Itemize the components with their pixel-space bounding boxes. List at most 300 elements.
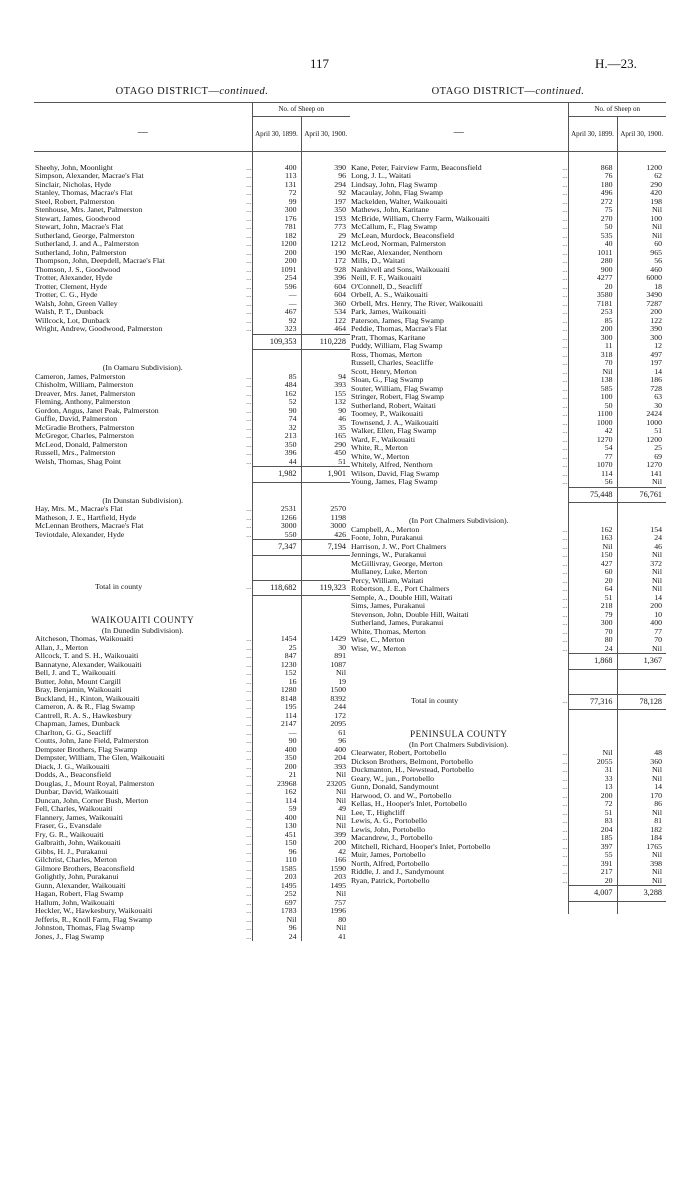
owner-name: Robertson, J. E., Port Chalmers (351, 585, 450, 593)
owner-name: Jefferis, R., Knoll Farm, Flag Swamp (35, 915, 153, 924)
owner-name-cell (34, 522, 252, 531)
owner-name-wrap (35, 308, 252, 317)
owner-name: North, Alfred, Portobello (351, 859, 430, 868)
leader-dots: ... (246, 728, 252, 737)
sheep-1899-cell: 59 (252, 805, 301, 814)
county-total-label (350, 694, 568, 710)
owner-name-wrap (35, 398, 252, 407)
owner-name-cell (34, 839, 252, 848)
owner-name-wrap (35, 678, 252, 687)
sheep-1899-cell: 596 (252, 283, 301, 292)
spacer-cell (617, 901, 666, 914)
sheep-1900-cell: 294 (301, 181, 350, 190)
owner-name-wrap (351, 568, 568, 577)
owner-name-cell (34, 890, 252, 899)
owner-name-wrap (35, 703, 252, 712)
owner-name-wrap (351, 800, 568, 809)
sheep-1900-cell: 450 (301, 449, 350, 458)
table-row (34, 763, 350, 772)
sheep-1900-cell: Nil (617, 766, 666, 775)
sheep-1899-cell: 162 (568, 526, 617, 535)
owner-name-cell (34, 763, 252, 772)
owner-name-wrap (35, 686, 252, 695)
owner-name: Pratt, Thomas, Karitane (351, 333, 426, 342)
leader-dots: ... (562, 333, 568, 342)
owner-name: Stewart, John, Macrae's Flat (35, 223, 124, 231)
owner-name-wrap (35, 266, 252, 275)
owner-name: Guffie, David, Palmerston (35, 415, 118, 423)
sheep-1899-cell: 33 (568, 775, 617, 784)
sheep-1899-cell: 847 (252, 652, 301, 661)
sheep-1899-cell: 50 (568, 402, 617, 411)
owner-name: McLeod, Donald, Palmerston (35, 440, 128, 449)
owner-name-cell (34, 266, 252, 275)
table-row (34, 441, 350, 450)
owner-name: Percy, William, Waitati (351, 576, 424, 585)
subdivision-name: (In Dunstan Subdivision). (102, 495, 184, 505)
owner-name-cell (350, 172, 568, 181)
sheep-1900-cell: Nil (617, 775, 666, 784)
right-title-main: OTAGO DISTRICT— (431, 86, 536, 97)
spacer-row (350, 151, 666, 164)
owner-name: Golightly, John, Purakanui (35, 873, 119, 881)
owner-name: Orbell, A. S., Waikouaiti (351, 291, 428, 299)
sheep-1900-cell: 197 (617, 359, 666, 368)
sheep-1900-cell: 400 (617, 619, 666, 628)
leader-dots: ... (562, 427, 568, 435)
owner-name: Macandrew, J., Portobello (351, 834, 433, 842)
owner-name-cell (34, 432, 252, 441)
table-row (350, 402, 666, 411)
leader-dots: ... (562, 180, 568, 189)
table-row (350, 585, 666, 594)
table-row (350, 611, 666, 620)
owner-name: Dodds, A., Beaconsfield (35, 771, 112, 779)
owner-name: Mullaney, Luke, Merton (351, 568, 428, 576)
owner-name-cell (34, 933, 252, 942)
leader-dots: ... (246, 432, 252, 440)
sheep-1900-cell: 90 (301, 407, 350, 416)
owner-name-cell (350, 577, 568, 586)
owner-name-wrap (351, 619, 568, 628)
sheep-1899-cell: 253 (568, 308, 617, 317)
sheep-1899-cell: 77 (568, 453, 617, 462)
header-sheep-label: No. of Sheep on (568, 103, 666, 117)
sheep-1899-cell: 100 (568, 393, 617, 402)
owner-name-wrap (351, 817, 568, 826)
spacer-cell (34, 350, 252, 363)
spacer-cell (350, 710, 568, 731)
sheep-1899-cell: 11 (568, 342, 617, 351)
sheep-1899-cell: 150 (252, 839, 301, 848)
owner-name-cell (34, 505, 252, 514)
owner-name: Heckler, W., Hawkesbury, Waikouaiti (35, 907, 153, 915)
table-row (350, 325, 666, 334)
sheep-1900-cell: 190 (301, 249, 350, 258)
owner-name-wrap (35, 882, 252, 891)
sheep-1900-cell: 534 (301, 308, 350, 317)
owner-name-wrap (35, 240, 252, 249)
sheep-1899-cell: 31 (568, 766, 617, 775)
table-row (350, 444, 666, 453)
table-row (350, 393, 666, 402)
owner-name: Cantrell, R. A. S., Hawkesbury (35, 711, 132, 720)
owner-name-wrap (35, 172, 252, 181)
sheep-1900-cell: 300 (617, 334, 666, 343)
owner-name-wrap (351, 551, 568, 560)
owner-name-wrap (35, 514, 252, 523)
leader-dots: ... (246, 257, 252, 265)
owner-name-wrap (351, 181, 568, 190)
owner-name: Johnston, Thomas, Flag Swamp (35, 924, 135, 932)
owner-name-cell (34, 771, 252, 780)
leader-dots: ... (246, 316, 252, 325)
owner-name-wrap (35, 695, 252, 704)
sheep-1899-cell: 496 (568, 189, 617, 198)
sheep-1899-cell: 70 (568, 359, 617, 368)
owner-name: Willcock, Lot, Dunback (35, 316, 111, 325)
table-row (34, 737, 350, 746)
owner-name: Flannery, James, Waikouaiti (35, 813, 123, 822)
table-row (350, 181, 666, 190)
blank-cell (617, 739, 666, 750)
county-name: PENINSULA COUNTY (410, 730, 508, 739)
owner-name-cell (34, 300, 252, 309)
subdivision-name: (In Dunedin Subdivision). (101, 625, 184, 635)
owner-name-cell (34, 873, 252, 882)
owner-name: Trotter, Clement, Hyde (35, 282, 108, 291)
owner-name: Stenhouse, Mrs. Janet, Palmerston (35, 206, 143, 214)
left-column (34, 86, 350, 941)
leader-dots: ... (246, 771, 252, 779)
owner-name-wrap (351, 792, 568, 801)
table-row (350, 478, 666, 487)
sheep-1900-cell: Nil (617, 478, 666, 487)
owner-name: Kellas, H., Hooper's Inlet, Portobello (351, 800, 467, 808)
page-code: H.—23. (595, 56, 637, 71)
spacer-cell (34, 555, 252, 568)
sheep-1900-cell: 56 (617, 257, 666, 266)
county-total-wrap (351, 697, 568, 706)
blank-cell (617, 515, 666, 526)
table-row (34, 325, 350, 334)
owner-name-wrap (35, 164, 252, 173)
sheep-1900-cell: 200 (617, 308, 666, 317)
right-title-continued: continued. (535, 86, 585, 97)
spacer-cell (301, 350, 350, 363)
owner-name-cell (34, 678, 252, 687)
sheep-1899-cell: 114 (252, 712, 301, 721)
left-sheep-table (34, 102, 350, 941)
owner-name-wrap (35, 907, 252, 916)
owner-name: Bannatyne, Alexander, Waikouaiti (35, 660, 142, 669)
table-row (350, 636, 666, 645)
table-row (350, 223, 666, 232)
owner-name: McCallum, F., Flag Swamp (351, 223, 438, 231)
owner-name-cell (350, 526, 568, 535)
sheep-1900-cell: 400 (301, 746, 350, 755)
subtotal-row (350, 886, 666, 902)
owner-name-cell (350, 877, 568, 886)
owner-name-cell (34, 181, 252, 190)
table-row (34, 899, 350, 908)
table-row (350, 368, 666, 377)
table-row (34, 223, 350, 232)
owner-name-wrap (35, 856, 252, 865)
sheep-1900-cell: 122 (617, 317, 666, 326)
table-row (350, 240, 666, 249)
sheep-1899-cell: 350 (252, 441, 301, 450)
owner-name-wrap (35, 441, 252, 450)
table-row (34, 198, 350, 207)
owner-name: Sutherland, J. and A., Palmerston (35, 240, 139, 248)
owner-name-wrap (35, 257, 252, 266)
table-row (350, 215, 666, 224)
owner-name-cell (350, 232, 568, 241)
owner-name: Charlton, G. G., Seacliff (35, 728, 112, 737)
owner-name-cell (350, 800, 568, 809)
table-row (34, 181, 350, 190)
sheep-1899-cell: 203 (252, 873, 301, 882)
owner-name-cell (350, 342, 568, 351)
table-row (350, 164, 666, 173)
owner-name-cell (350, 249, 568, 258)
leader-dots: ... (246, 214, 252, 223)
owner-name-wrap (35, 729, 252, 738)
owner-name-wrap (351, 283, 568, 292)
owner-name: Coutts, John, Jane Field, Palmerston (35, 737, 149, 745)
table-row (350, 645, 666, 654)
sheep-1899-cell: 85 (568, 317, 617, 326)
sheep-1900-cell: 18 (617, 283, 666, 292)
owner-name-cell (34, 703, 252, 712)
table-row (34, 661, 350, 670)
owner-name-wrap (35, 754, 252, 763)
sheep-1900-cell: 360 (301, 300, 350, 309)
sheep-1899-cell: 2055 (568, 758, 617, 767)
leader-dots: ... (562, 859, 568, 868)
page-number: 117 (310, 56, 330, 71)
subtotal-label (350, 487, 568, 503)
sheep-1899-cell: 467 (252, 308, 301, 317)
subtotal-1899: 1,982 (252, 467, 301, 483)
owner-name-cell (34, 754, 252, 763)
owner-name-wrap (35, 720, 252, 729)
table-row (350, 766, 666, 775)
owner-name: Wise, C., Merton (351, 636, 405, 644)
owner-name-wrap (351, 461, 568, 470)
sheep-1899-cell: 400 (252, 164, 301, 173)
sheep-1899-cell: 900 (568, 266, 617, 275)
owner-name: Sheehy, John, Moonlight (35, 163, 113, 172)
sheep-1900-cell: 420 (617, 189, 666, 198)
sheep-1899-cell: 16 (252, 678, 301, 687)
leader-dots: ... (246, 381, 252, 389)
owner-name: Puddy, William, Flag Swamp (351, 342, 443, 350)
table-row (34, 172, 350, 181)
county-total-1899: 77,316 (568, 694, 617, 710)
subtotal-row (34, 467, 350, 483)
table-row (34, 848, 350, 857)
sheep-1900-cell: 8392 (301, 695, 350, 704)
owner-name-wrap (35, 432, 252, 441)
sheep-1900-cell: 1200 (617, 164, 666, 173)
table-row (34, 308, 350, 317)
leader-dots: ... (562, 316, 568, 325)
owner-name: McBride, William, Cherry Farm, Waikouaiti (351, 214, 490, 223)
owner-name-wrap (35, 780, 252, 789)
leader-dots: ... (246, 282, 252, 291)
leader-dots: ... (562, 868, 568, 876)
leader-dots: ... (246, 839, 252, 847)
owner-name: Ryan, Patrick, Portobello (351, 876, 430, 885)
owner-name-wrap (35, 531, 252, 540)
sheep-1900-cell: 96 (301, 737, 350, 746)
subtotal-1899: 1,868 (568, 654, 617, 670)
owner-name: Duncan, John, Corner Bush, Merton (35, 796, 149, 805)
owner-name: Trotter, C. G., Hyde (35, 291, 98, 299)
owner-name-wrap (351, 402, 568, 411)
sheep-1900-cell: 141 (617, 470, 666, 479)
owner-name-cell (34, 848, 252, 857)
owner-name-wrap (35, 822, 252, 831)
sheep-1900-cell: 122 (301, 317, 350, 326)
owner-name-cell (350, 368, 568, 377)
sheep-1900-cell: 46 (617, 543, 666, 552)
owner-name-wrap (351, 543, 568, 552)
blank-cell (301, 625, 350, 636)
sheep-1899-cell: 20 (568, 283, 617, 292)
owner-name-cell (350, 223, 568, 232)
spacer-cell (568, 682, 617, 695)
sheep-1900-cell: 460 (617, 266, 666, 275)
sheep-1900-cell: 1198 (301, 514, 350, 523)
owner-name-cell (34, 206, 252, 215)
leader-dots: ... (246, 583, 252, 591)
spacer-cell (350, 503, 568, 516)
sheep-1899-cell: 550 (252, 531, 301, 540)
sheep-1900-cell: 51 (617, 427, 666, 436)
header-row-dates (34, 116, 350, 151)
leader-dots: ... (246, 172, 252, 180)
sheep-1900-cell: 728 (617, 385, 666, 394)
spacer-row (350, 710, 666, 731)
leader-dots: ... (562, 842, 568, 851)
sheep-1900-cell: 360 (617, 758, 666, 767)
owner-name: Harrison, J. W., Port Chalmers (351, 542, 447, 551)
leader-dots: ... (246, 372, 252, 381)
subtotal-1899: 75,448 (568, 487, 617, 503)
owner-name: White, Thomas, Merton (351, 627, 426, 636)
owner-name-cell (350, 410, 568, 419)
table-row (350, 266, 666, 275)
sheep-1900-cell: 1270 (617, 461, 666, 470)
owner-name: Mackelden, Walter, Waikouaiti (351, 197, 448, 206)
spacer-cell (617, 710, 666, 731)
owner-name: Cameron, A. & R., Flag Swamp (35, 703, 135, 711)
leader-dots: ... (562, 299, 568, 308)
owner-name-cell (34, 291, 252, 300)
sheep-1899-cell: 79 (568, 611, 617, 620)
sheep-1899-cell: — (252, 291, 301, 300)
leader-dots: ... (562, 534, 568, 542)
leader-dots: ... (246, 231, 252, 240)
table-row (34, 703, 350, 712)
blank-cell (301, 495, 350, 506)
owner-name-wrap (351, 266, 568, 275)
owner-name-cell (350, 317, 568, 326)
sheep-1900-cell: 42 (301, 848, 350, 857)
owner-name: Jennings, W., Purakanui (351, 551, 427, 559)
sheep-1900-cell: 2424 (617, 410, 666, 419)
sheep-1900-cell: 30 (301, 644, 350, 653)
owner-name-cell (34, 398, 252, 407)
owner-name: Semple, A., Double Hill, Waitati (351, 593, 453, 602)
table-row (350, 334, 666, 343)
sheep-1899-cell: 400 (252, 746, 301, 755)
sheep-1900-cell: Nil (617, 645, 666, 654)
owner-name-wrap (351, 877, 568, 886)
owner-name-wrap (35, 407, 252, 416)
leader-dots: ... (562, 172, 568, 180)
blank-cell (568, 515, 617, 526)
owner-name-cell (34, 390, 252, 399)
owner-name-wrap (35, 449, 252, 458)
owner-name: McGillivray, George, Merton (351, 559, 443, 568)
sheep-1900-cell: 182 (617, 826, 666, 835)
owner-name-wrap (35, 635, 252, 644)
sheep-1899-cell: 60 (568, 568, 617, 577)
leader-dots: ... (562, 766, 568, 774)
owner-name-wrap (35, 839, 252, 848)
owner-name-wrap (35, 181, 252, 190)
blank-cell (301, 616, 350, 625)
sheep-1900-cell: 92 (301, 189, 350, 198)
owner-name-wrap (35, 381, 252, 390)
leader-dots: ... (562, 834, 568, 842)
leader-dots: ... (246, 652, 252, 660)
sheep-1900-cell: 166 (301, 856, 350, 865)
sheep-1900-cell: 172 (301, 257, 350, 266)
owner-name: Stewart, James, Goodwood (35, 214, 121, 223)
table-row (34, 916, 350, 925)
owner-name: Hallum, John, Waikouaiti (35, 898, 115, 907)
owner-name-wrap (351, 628, 568, 637)
table-row (350, 257, 666, 266)
owner-name-wrap (35, 215, 252, 224)
leader-dots: ... (562, 274, 568, 282)
sheep-1900-cell: 399 (301, 831, 350, 840)
owner-name: Dunbar, David, Waikouaiti (35, 788, 119, 796)
sheep-1900-cell: Nil (617, 232, 666, 241)
owner-name-cell (350, 551, 568, 560)
leader-dots: ... (562, 461, 568, 469)
owner-name-wrap (351, 317, 568, 326)
owner-name-wrap (35, 746, 252, 755)
sheep-1900-cell: 86 (617, 800, 666, 809)
table-row (34, 678, 350, 687)
owner-name: Dempster Brothers, Flag Swamp (35, 745, 138, 754)
owner-name-wrap (351, 215, 568, 224)
sheep-1900-cell: 49 (301, 805, 350, 814)
table-row (34, 317, 350, 326)
owner-name-wrap (351, 577, 568, 586)
leader-dots: ... (246, 415, 252, 423)
leader-dots: ... (246, 907, 252, 915)
spacer-cell (617, 682, 666, 695)
leader-dots: ... (246, 635, 252, 643)
owner-name-cell (34, 240, 252, 249)
